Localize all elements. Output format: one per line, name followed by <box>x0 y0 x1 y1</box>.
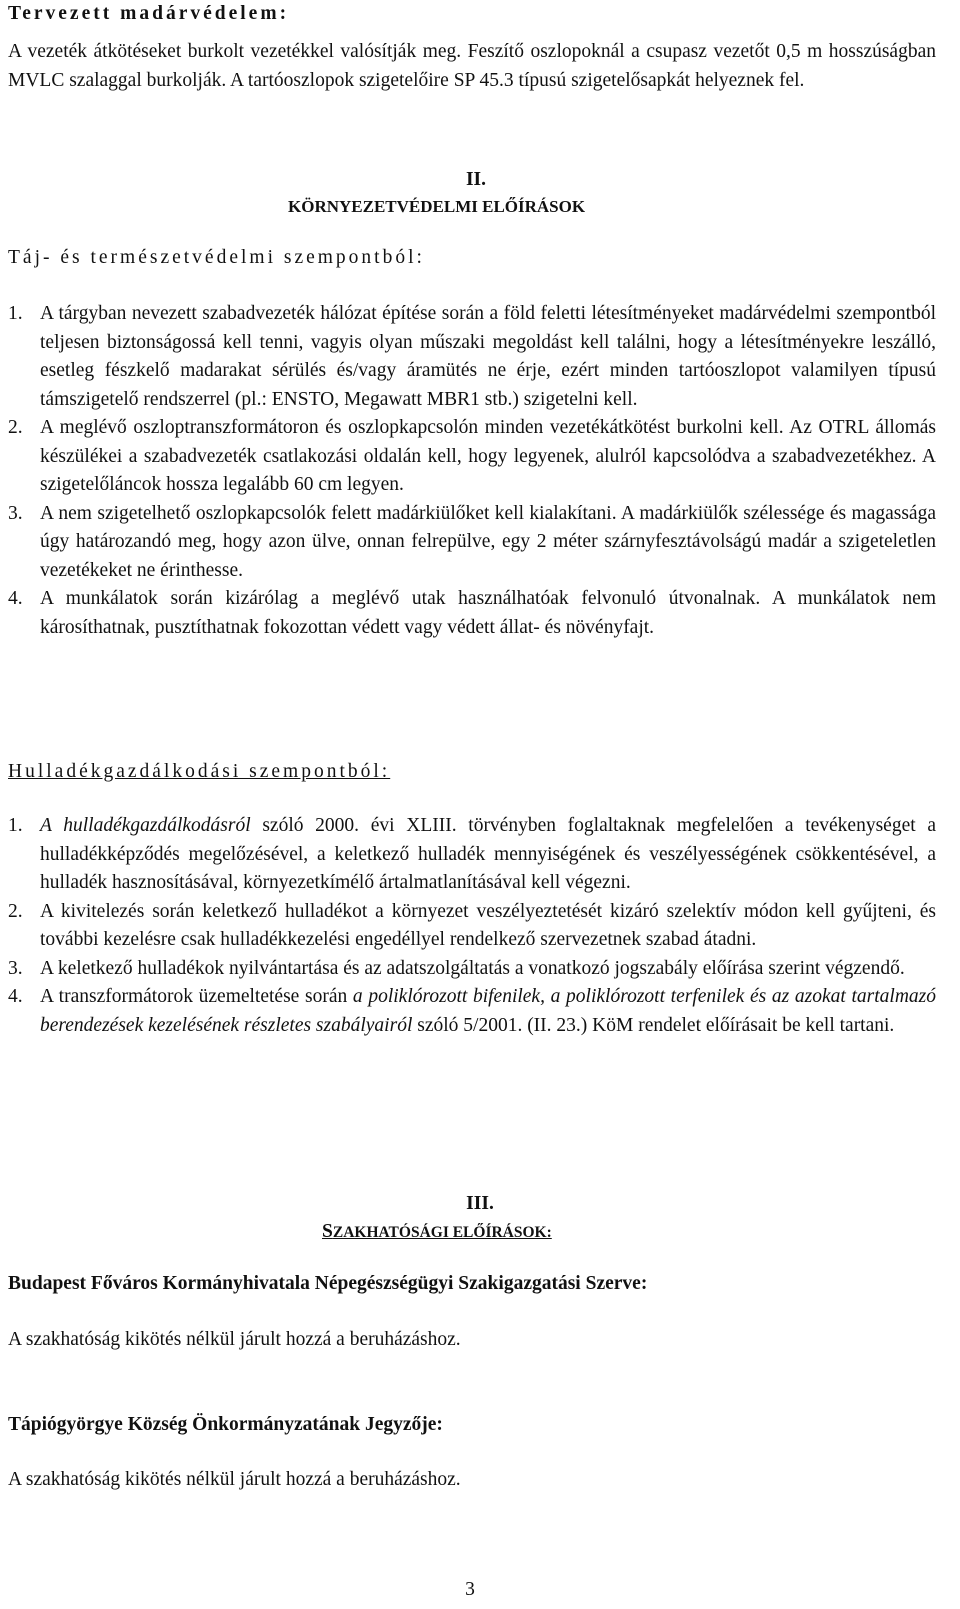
list-item <box>8 812 936 898</box>
authority1-text: A szakhatóság kikötés nélkül járult hozzá a beruházáshoz. <box>8 1329 461 1350</box>
list-item-number: 4. <box>8 986 23 1007</box>
list-item-text: A nem szigetelhető oszlopkapcsolók felett madárkiülőket kell kialakítani. A madárkiülők szélessége és magassága úgy határozandó meg, hogy azon ülve, onnan felrepülve, egy 2 méter szárnyfesztávolságú madár a szigeteletlen vezetékeket ne érinthesse. <box>40 502 936 581</box>
taj-heading: Táj- és természetvédelmi szempontból: <box>8 247 425 268</box>
list-item <box>8 983 936 1040</box>
list-item <box>8 500 936 586</box>
list-item-text: A kivitelezés során keletkező hulladékot a környezet veszélyeztetését kizáró szelektív módon kell gyűjteni, és további kezelésre csak hulladékkezelési engedéllyel rendelkező szervezetnek szabad átadni. <box>40 900 936 950</box>
list-item <box>8 898 936 955</box>
list-item <box>8 414 936 500</box>
law-title: A hulladékgazdálkodásról <box>40 815 251 836</box>
part2-numeral: II. <box>465 169 487 190</box>
list-item-number: 2. <box>8 900 23 922</box>
hulladek-heading: Hulladékgazdálkodási szempontból: <box>8 761 391 782</box>
list-item-number: 1. <box>8 815 23 836</box>
list-item-text: A keletkező hulladékok nyilvántartása és az adatszolgáltatás a vonatkozó jogszabály előírása szerint végzendő. <box>40 957 905 979</box>
list-item-text: A tárgyban nevezett szabadvezeték hálózat építése során a föld feletti létesítményeket madárvédelmi szempontból teljesen biztonságossá kell tenni, vagyis olyan műszaki megoldást kell találni, hogy a létesítményekre leszálló, esetleg fészkelő madarakat sérülés és/vagy áramütés ne érje, ezért minden tartóoszlopot valamilyen típusú támszigetelő rendszerrel (pl.: ENSTO, Megawatt MBR1 stb.) szigetelni kell. <box>40 303 936 410</box>
authority1-name: Budapest Főváros Kormányhivatala Népegészségügyi Szakigazgatási Szerve: <box>8 1273 648 1294</box>
list-item-number: 2. <box>8 417 23 438</box>
authority2-name: Tápiógyörgye Község Önkormányzatának Jegyzője: <box>8 1414 443 1435</box>
list-item <box>8 955 936 984</box>
regulation-title: a poliklórozott bifenilek, a poliklórozott terfenilek és az azokat tartalmazó berendezések kezelésének részletes szabályairól <box>40 986 936 1036</box>
list-item <box>8 300 936 414</box>
part3-title-rest: ZAKHATÓSÁGI ELŐÍRÁSOK: <box>332 1224 552 1241</box>
list-item-text: A transzformátorok üzemeltetése során <box>40 986 353 1007</box>
list-item-number: 1. <box>8 303 23 324</box>
authority2-text: A szakhatóság kikötés nélkül járult hozzá a beruházáshoz. <box>8 1469 461 1490</box>
part3-numeral: III. <box>466 1193 494 1214</box>
list-item-text: szóló 2000. évi XLIII. törvényben foglaltaknak megfelelően a tevékenységet a hulladékképződés megelőzésével, a keletkező hulladék mennyiségének és veszélyességének csökkentésével, a hulladék hasznosításával, környezetkímélő ártalmatlanításával kell végezni. <box>40 815 936 893</box>
part3-title-initial: S <box>322 1221 333 1242</box>
list-item-number: 4. <box>8 588 23 609</box>
list-item-number: 3. <box>8 502 23 524</box>
page-number: 3 <box>465 1579 475 1600</box>
list-item-text: A munkálatok során kizárólag a meglévő utak használhatóak felvonuló útvonalnak. A munkálatok nem károsíthatnak, pusztíthatnak fokozottan védett vagy védett állat- és növényfajt. <box>40 588 936 638</box>
madarvedelem-heading: Tervezett madárvédelem: <box>8 3 290 24</box>
list-item-text: A meglévő oszloptranszformátoron és oszlopkapcsolón minden vezetékátkötést burkolni kell. Az OTRL állomás készülékei a szabadvezeték csatlakozási oldalán kell, hogy legyenek, alulról kapcsolódva a szabadvezetékhez. A szigetelőláncok hossza legalább 60 cm legyen. <box>40 417 936 495</box>
part2-title: KÖRNYEZETVÉDELMI ELŐÍRÁSOK <box>288 197 586 216</box>
list-item <box>8 585 936 642</box>
madarvedelem-paragraph: A vezeték átkötéseket burkolt vezetékkel valósítják meg. Feszítő oszlopoknál a csupasz vezetőt 0,5 m hosszúságban MVLC szalaggal burkolják. A tartóoszlopok szigetelőire SP 45.3 típusú szigetelősapkát helyeznek fel. <box>8 41 936 91</box>
hulladek-list <box>8 812 936 1040</box>
list-item-text: szóló 5/2001. (II. 23.) KöM rendelet előírásait be kell tartani. <box>412 1014 895 1036</box>
part3-title <box>322 1218 552 1248</box>
taj-list <box>8 300 936 642</box>
list-item-number: 3. <box>8 957 23 979</box>
